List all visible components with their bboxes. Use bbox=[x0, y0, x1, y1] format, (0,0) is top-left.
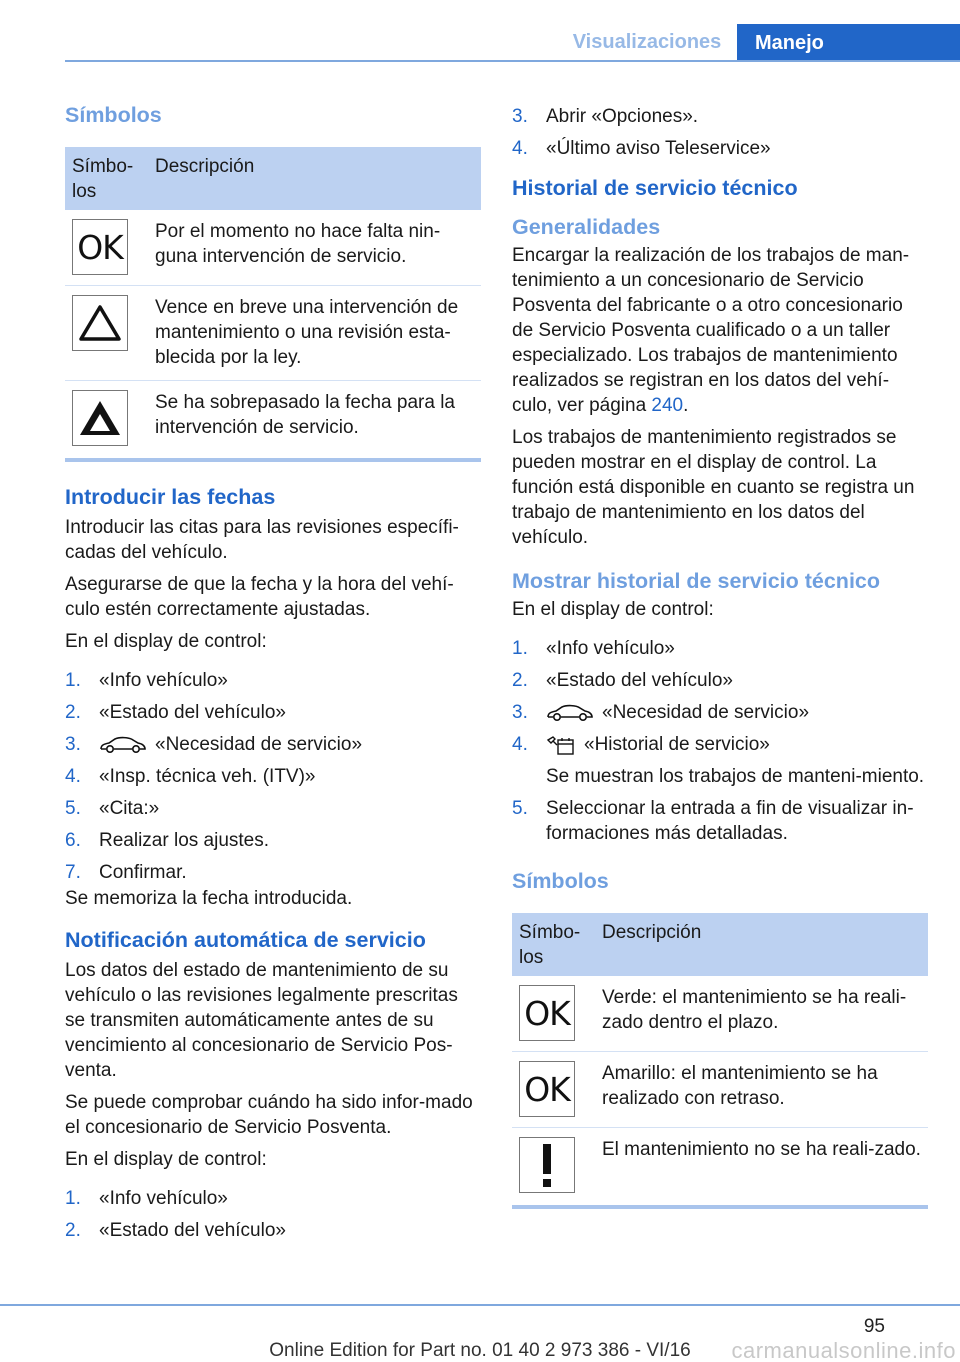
header-rule bbox=[65, 60, 960, 62]
list-item: 5. Seleccionar la entrada a fin de visualizar in-formaciones más detalladas. bbox=[512, 798, 914, 844]
page-number: 95 bbox=[863, 1316, 885, 1337]
ok-icon bbox=[519, 985, 575, 1041]
dates-steps bbox=[65, 668, 481, 885]
show-history-heading: Mostrar historial de servicio técnico bbox=[512, 569, 881, 593]
table-row bbox=[512, 1128, 928, 1208]
ok-icon-text: OK bbox=[524, 993, 570, 1033]
dates-heading: Introducir las fechas bbox=[65, 485, 276, 509]
warning-triangle-filled-icon bbox=[72, 390, 128, 446]
tab-manejo: Manejo bbox=[737, 24, 960, 62]
symbols-table bbox=[65, 147, 481, 462]
table-row bbox=[512, 976, 928, 1052]
list-item: 3. Abrir «Opciones». bbox=[512, 106, 699, 127]
notification-heading: Notificación automática de servicio bbox=[65, 928, 426, 952]
edition-text: Online Edition for Part no. 01 40 2 973 386 - VI/16 bbox=[269, 1340, 691, 1361]
car-icon bbox=[99, 736, 147, 754]
list-item: 1. «Info vehículo» bbox=[65, 1188, 228, 1209]
watermark: carmanualsonline.info bbox=[731, 1338, 956, 1362]
show-history-paragraph: En el display de control: bbox=[512, 599, 714, 620]
list-item: 4. «Insp. técnica veh. (ITV)» bbox=[65, 766, 316, 787]
table-row bbox=[65, 210, 481, 286]
notification-paragraph: Los datos del estado de mantenimiento de su vehículo o las revisiones legalmente prescritas se transmiten automáticamente antes de su vencimiento al concesionario de Servicio Pos-venta. bbox=[65, 960, 458, 1081]
dates-paragraph: Introducir las citas para las revisiones específi-cadas del vehículo. bbox=[65, 517, 459, 563]
list-item: 1. «Info vehículo» bbox=[65, 670, 228, 691]
symbols-heading: Símbolos bbox=[512, 869, 609, 893]
service-history-icon bbox=[546, 734, 576, 756]
symbols-table bbox=[512, 913, 928, 1209]
show-history-steps bbox=[512, 636, 928, 846]
list-item: 2. «Estado del vehículo» bbox=[65, 1220, 286, 1241]
general-paragraph: Encargar la realización de los trabajos de man-tenimiento a un concesionario de Servicio Posventa del fabricante o a otro concesionario de Servicio Posventa cualificado o a un taller especializado. Los trabajos de mantenimiento realizados se registran en los datos del vehí-culo, ver página 240. bbox=[512, 245, 910, 416]
list-item: 5. «Cita:» bbox=[65, 798, 160, 819]
right-column bbox=[512, 104, 928, 1215]
dates-paragraph: Asegurarse de que la fecha y la hora del vehí-culo estén correctamente ajustadas. bbox=[65, 574, 454, 620]
ok-icon-text: OK bbox=[77, 227, 123, 267]
row-description: Por el momento no hace falta nin-guna intervención de servicio. bbox=[148, 210, 481, 286]
continued-steps bbox=[512, 104, 928, 161]
exclamation-icon bbox=[519, 1137, 575, 1193]
list-item: 6. Realizar los ajustes. bbox=[65, 830, 270, 851]
left-column bbox=[65, 100, 481, 1250]
dates-after-text: Se memoriza la fecha introducida. bbox=[65, 888, 353, 909]
row-description: Vence en breve una intervención de mantenimiento o una revisión esta-blecida por la ley. bbox=[148, 286, 481, 381]
ok-icon-text: OK bbox=[524, 1069, 570, 1109]
col-description-header: Descripción bbox=[595, 913, 928, 976]
history-heading: Historial de servicio técnico bbox=[512, 176, 798, 200]
warning-triangle-outline-icon bbox=[72, 295, 128, 351]
dates-paragraph: En el display de control: bbox=[65, 631, 267, 652]
ok-icon bbox=[519, 1061, 575, 1117]
ok-icon bbox=[72, 219, 128, 275]
list-item: 3. «Necesidad de servicio» bbox=[512, 702, 810, 723]
table-header-row bbox=[512, 913, 928, 976]
table-header-row bbox=[65, 147, 481, 210]
step-subtext: Se muestran los trabajos de manteni-miento. bbox=[546, 766, 925, 787]
car-icon bbox=[546, 704, 594, 722]
notification-paragraph: Se puede comprobar cuándo ha sido infor-mado el concesionario de Servicio Posventa. bbox=[65, 1092, 473, 1138]
tab-visualizaciones: Visualizaciones bbox=[572, 30, 722, 53]
symbols-heading: Símbolos bbox=[65, 103, 162, 127]
list-item: 2. «Estado del vehículo» bbox=[65, 702, 286, 723]
page-link[interactable]: 240 bbox=[651, 395, 684, 416]
notification-paragraph: En el display de control: bbox=[65, 1149, 267, 1170]
table-row bbox=[65, 286, 481, 381]
col-symbols-header: Símbo- los bbox=[512, 913, 595, 976]
col-description-header: Descripción bbox=[148, 147, 481, 210]
row-description: Verde: el mantenimiento se ha reali-zado dentro el plazo. bbox=[595, 976, 928, 1052]
general-heading: Generalidades bbox=[512, 215, 661, 239]
row-description: Amarillo: el mantenimiento se ha realizado con retraso. bbox=[595, 1052, 928, 1128]
row-description: Se ha sobrepasado la fecha para la intervención de servicio. bbox=[148, 381, 481, 461]
table-row bbox=[65, 381, 481, 461]
list-item: 2. «Estado del vehículo» bbox=[512, 670, 733, 691]
notification-steps bbox=[65, 1186, 481, 1243]
row-description: El mantenimiento no se ha reali-zado. bbox=[595, 1128, 928, 1208]
footer-rule bbox=[0, 1304, 960, 1306]
list-item: 4. «Historial de servicio» Se muestran los trabajos de manteni-miento. bbox=[512, 732, 928, 789]
table-row bbox=[512, 1052, 928, 1128]
list-item: 4. «Último aviso Teleservice» bbox=[512, 138, 771, 159]
list-item: 7. Confirmar. bbox=[65, 862, 187, 883]
general-paragraph: Los trabajos de mantenimiento registrados se pueden mostrar en el display de control. La función está disponible en cuanto se registra un trabajo de mantenimiento en los datos del vehículo. bbox=[512, 427, 915, 548]
list-item: 3. «Necesidad de servicio» bbox=[65, 734, 363, 755]
list-item: 1. «Info vehículo» bbox=[512, 638, 675, 659]
col-symbols-header: Símbo- los bbox=[65, 147, 148, 210]
